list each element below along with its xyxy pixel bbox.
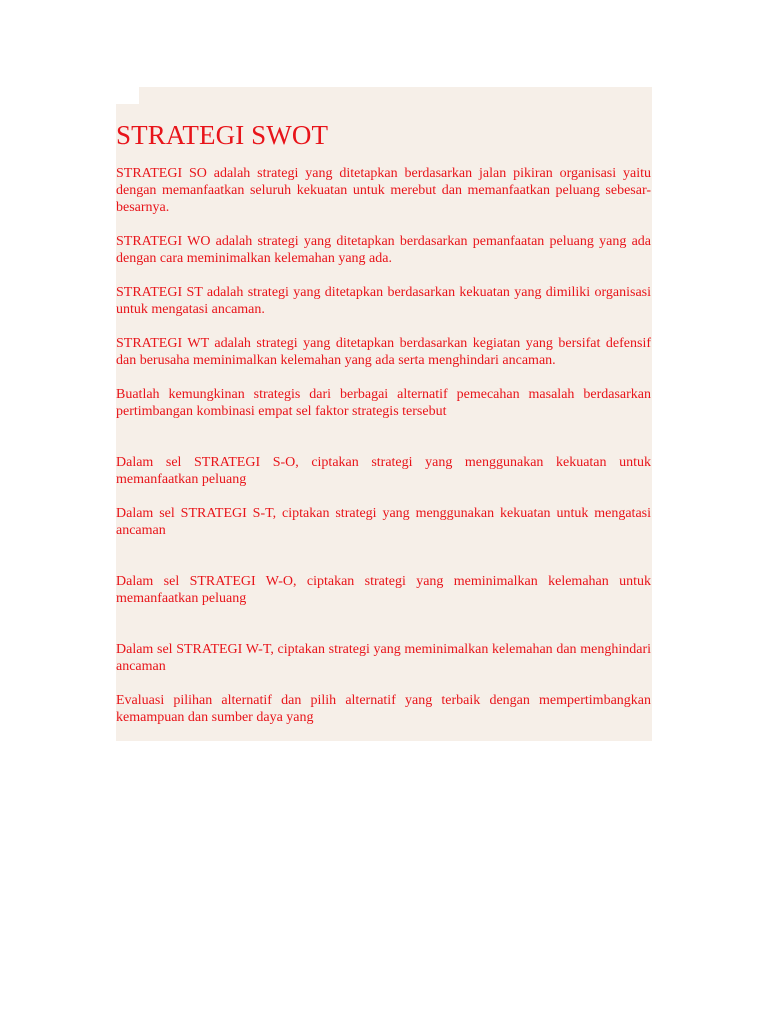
- paragraph-sel-wt: Dalam sel STRATEGI W-T, ciptakan strategi yang meminimalkan kelemahan dan menghindari ancaman: [116, 642, 651, 674]
- paragraph-strategi-st: STRATEGI ST adalah strategi yang ditetapkan berdasarkan kekuatan yang dimiliki organisasi untuk mengatasi ancaman.: [116, 285, 651, 317]
- document-title: STRATEGI SWOT: [116, 120, 329, 150]
- paragraph-evaluasi: Evaluasi pilihan alternatif dan pilih alternatif yang terbaik dengan mempertimbangkan kemampuan dan sumber daya yang: [116, 693, 651, 725]
- paragraph-sel-st: Dalam sel STRATEGI S-T, ciptakan strategi yang menggunakan kekuatan untuk mengatasi ancaman: [116, 506, 651, 538]
- paragraph-sel-so: Dalam sel STRATEGI S-O, ciptakan strategi yang menggunakan kekuatan untuk memanfaatkan peluang: [116, 455, 651, 487]
- paragraph-strategi-wt: STRATEGI WT adalah strategi yang ditetapkan berdasarkan kegiatan yang bersifat defensif dan berusaha meminimalkan kelemahan yang ada serta menghindari ancaman.: [116, 336, 651, 368]
- paragraph-strategi-so: STRATEGI SO adalah strategi yang ditetapkan berdasarkan jalan pikiran organisasi yaitu dengan memanfaatkan seluruh kekuatan untuk merebut dan memanfaatkan peluang sebesar-besarnya.: [116, 166, 651, 215]
- paragraph-buatlah: Buatlah kemungkinan strategis dari berbagai alternatif pemecahan masalah berdasarkan pertimbangan kombinasi empat sel faktor strategis tersebut: [116, 387, 651, 419]
- paragraph-sel-wo: Dalam sel STRATEGI W-O, ciptakan strategi yang meminimalkan kelemahan untuk memanfaatkan peluang: [116, 574, 651, 606]
- corner-notch: [116, 87, 139, 104]
- document-body: [116, 118, 651, 726]
- paragraph-strategi-wo: STRATEGI WO adalah strategi yang ditetapkan berdasarkan pemanfaatan peluang yang ada dengan cara meminimalkan kelemahan yang ada.: [116, 234, 651, 266]
